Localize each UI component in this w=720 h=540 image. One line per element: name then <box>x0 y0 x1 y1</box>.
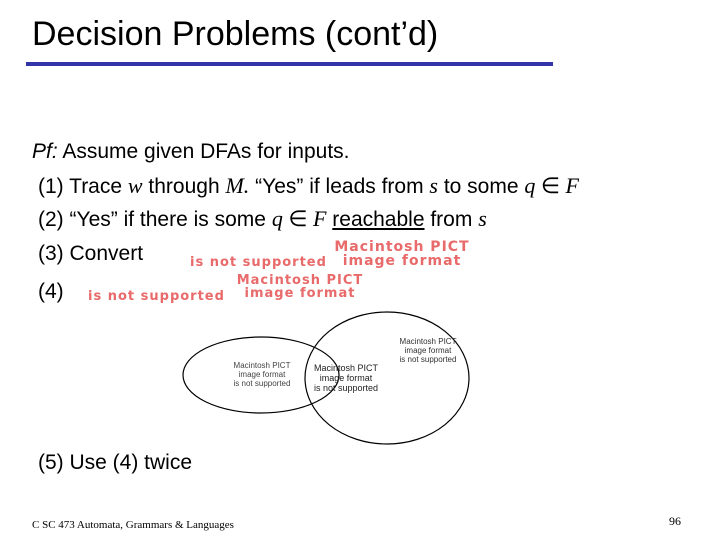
step-2-number: (2) <box>38 208 64 231</box>
var-s: s <box>478 206 487 231</box>
reachable-word: reachable <box>332 208 425 231</box>
pict-placeholder-small <box>386 337 470 364</box>
pict-line1: Macintosh PICT <box>233 361 291 370</box>
var-s: s <box>429 173 438 198</box>
pict-line3: is not supported <box>313 383 379 393</box>
var-q: q <box>524 173 536 198</box>
pict-line1: Macintosh PICT <box>399 337 457 346</box>
var-q: q <box>271 206 283 231</box>
pf-text: Assume given DFAs for inputs. <box>57 140 350 163</box>
slide-footer: C SC 473 Automata, Grammars & Languages <box>32 519 234 531</box>
step-3-text: Convert <box>63 242 144 265</box>
element-of-symbol: ∈ <box>282 206 313 231</box>
pict-placeholder-small <box>306 363 386 393</box>
element-of-symbol: ∈ <box>535 173 566 198</box>
step-1-text-b: through <box>142 175 226 198</box>
pict-line3: is not supported <box>233 379 291 388</box>
step-2-text-c: from <box>424 208 479 231</box>
pict-line1: Macintosh PICT <box>313 363 379 373</box>
step-4-number: (4) <box>38 280 64 303</box>
step-5-text: Use (4) twice <box>63 451 193 474</box>
pict-line3: is not supported <box>190 256 327 270</box>
pict-line2: image format <box>238 370 286 379</box>
pict-line1: Macintosh PICT <box>236 274 364 288</box>
step-1-text-d: to some <box>437 175 525 198</box>
step-1-text-c: “Yes” if leads from <box>249 175 430 198</box>
pict-line2: image format <box>404 346 452 355</box>
pict-line2: image format <box>244 286 356 301</box>
var-F: F <box>312 206 327 231</box>
pf-label: Pf: <box>32 140 58 163</box>
var-M: M. <box>225 173 250 198</box>
var-F: F <box>565 173 579 198</box>
pict-line1: Macintosh PICT <box>334 240 470 255</box>
pict-line3: is not supported <box>88 290 225 304</box>
step-1-number: (1) <box>38 175 64 198</box>
slide-title: Decision Problems (cont’d) <box>32 15 439 53</box>
pict-line2: image format <box>319 373 373 383</box>
step-5-number: (5) <box>38 451 64 474</box>
var-w: w <box>127 173 143 198</box>
pict-line3: is not supported <box>399 355 457 364</box>
page-number: 96 <box>669 514 681 528</box>
pict-line2: image format <box>342 253 462 269</box>
step-2-text: “Yes” if there is some <box>63 208 272 231</box>
pict-placeholder-small <box>226 361 298 388</box>
step-5 <box>38 450 192 476</box>
step-3-number: (3) <box>38 242 64 265</box>
step-1-text: Trace <box>69 175 128 198</box>
